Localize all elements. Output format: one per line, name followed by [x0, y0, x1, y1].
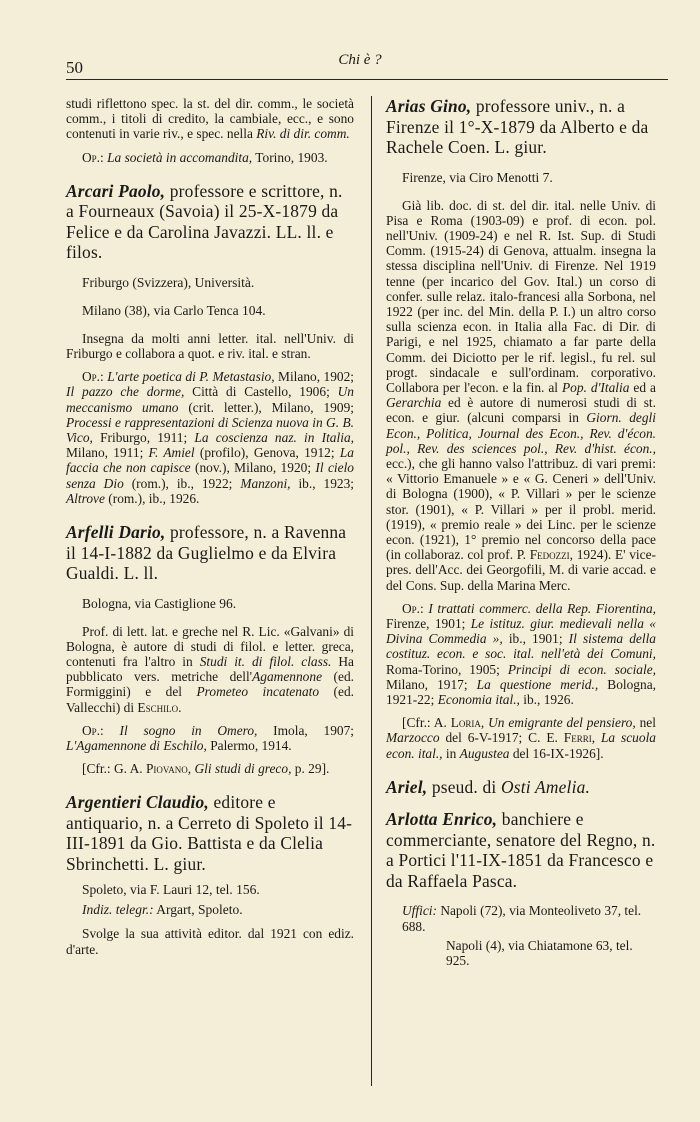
entry-heading-arlotta: Arlotta Enrico, banchiere e commerciante, senatore del Regno, n. a Portici l'11-IX-1851 da Francesco e da Raffaela Pasca.: [386, 809, 656, 891]
entry-heading-arias: Arias Gino, professore univ., n. a Firenze il 1°-X-1879 da Alberto e da Rachele Coen. L. giur.: [386, 96, 649, 157]
work-details: (crit. letter.), Milano, 1909;: [178, 399, 354, 415]
entry-references: [Cfr.: G. A. Piovano, Gli studi di greco, p. 29].: [82, 761, 330, 777]
work-details: Friburgo, 1911;: [92, 430, 195, 446]
work-details: ib., 1923;: [290, 475, 355, 491]
entry-offices: Napoli (4), via Chiatamone 63, tel. 925.: [446, 937, 633, 968]
entry-bio: Svolge la sua attività editor. dal 1921 con ediz. d'arte.: [66, 926, 354, 957]
work-details: Milano, 1911;: [66, 445, 149, 461]
page-number: 50: [66, 58, 83, 77]
work-title: Le istituz. giur. medievali nella « Divina Commedia »,: [386, 615, 656, 647]
work-title: Processi e rappresentazioni di Scienza nuova in G. B. Vico,: [66, 414, 354, 446]
entry-references: [Cfr.: A. Loria, Un emigrante del pensiero, nel Marzocco del 6-V-1917; C. E. Ferri, La scuola econ. ital., in Augustea del 16-IX-1926].: [386, 715, 656, 761]
entry-address: Firenze, via Ciro Menotti 7.: [402, 169, 553, 185]
right-column: [386, 96, 656, 968]
entry-address: Bologna, via Castiglione 96.: [82, 595, 237, 611]
work-details: Roma-Torino, 1905;: [386, 661, 508, 677]
entry-works: Op.: I trattati commerc. della Rep. Fiorentina, Firenze, 1901; Le istituz. giur. medievali nella « Divina Commedia », ib., 1901; Il sistema della costituz. econ. e soc. ital. nell'età dei Comuni, Roma-Torino, 1905; Principi di econ. sociale, Milano, 1917; La questione merid., Bologna, 1921-22; Economia ital., ib., 1926.: [386, 600, 657, 707]
work-title: I trattati commerc. della Rep. Fiorentina,: [428, 600, 656, 616]
work-details: (rom.), ib., 1926.: [104, 490, 200, 506]
running-title: Chi è ?: [338, 52, 382, 68]
entry-offices: Uffici: Napoli (72), via Monteoliveto 37, tel. 688.: [402, 903, 642, 934]
work-details: Bologna, 1921-22;: [386, 676, 656, 707]
work-title: Principi di econ. sociale,: [507, 661, 657, 677]
header-rule: [66, 79, 668, 80]
entry-telegraph: Indiz. telegr.: Argart, Spoleto.: [82, 902, 243, 918]
work-details: Milano, 1917;: [386, 676, 477, 692]
work-details: (profilo), Genova, 1912;: [194, 445, 340, 461]
work-title: La questione merid.,: [476, 676, 599, 692]
entry-address: Milano (38), via Carlo Tenca 104.: [82, 302, 266, 318]
work-details: Città di Castello, 1906;: [184, 384, 338, 400]
entry-bio: Insegna da molti anni letter. ital. nell'Univ. di Friburgo e collabora a quot. e riv. ital. e stran.: [66, 330, 354, 362]
entry-address: Spoleto, via F. Lauri 12, tel. 156.: [82, 882, 260, 898]
work-details: ib., 1926.: [519, 692, 574, 707]
work-title: Il cielo senza Dio: [66, 460, 354, 491]
left-column: [66, 96, 354, 957]
work-title: Il sistema della costituz. econ. e soc. ital. nell'età dei Comuni,: [386, 631, 656, 662]
work-details: Milano, 1902;: [274, 369, 355, 385]
work-details: (rom.), ib., 1922;: [123, 475, 241, 491]
work-details: ib., 1901;: [502, 631, 569, 647]
work-details: (nov.), Milano, 1920;: [190, 460, 316, 476]
continuation-text: studi riflettono spec. la st. del dir. comm., le società comm., i titoli di credito, la cambiale, ecc., e sono contenuti in varie riv., e spec. nella Riv. di dir. comm.: [66, 96, 354, 142]
work-title: Manzoni,: [240, 475, 291, 491]
work-details: Firenze, 1901;: [386, 615, 471, 631]
entry-heading-argentieri: Argentieri Claudio, editore e antiquario, n. a Cerreto di Spoleto il 14-III-1891 da Gio. Battista e da Clelia Sbrinchetti. L. giur.: [66, 792, 353, 874]
work-title: Economia ital.,: [437, 692, 520, 707]
entry-heading-arfelli: Arfelli Dario, professore, n. a Ravenna il 14-I-1882 da Guglielmo e da Elvira Gualdi. L. ll.: [66, 522, 347, 584]
work-title: Altrove: [66, 490, 105, 506]
work-title: La faccia che non capisce: [66, 445, 354, 476]
work-title: L'arte poetica di P. Metastasio,: [107, 369, 275, 385]
work-title: Il pazzo che dorme,: [66, 384, 185, 400]
continuation-works: Op.: La società in accomandita, Torino, 1903.: [82, 149, 328, 165]
entry-works: Op.: L'arte poetica di P. Metastasio, Milano, 1902; Il pazzo che dorme, Città di Castello, 1906; Un meccanismo umano (crit. letter.), Milano, 1909; Processi e rappresentazioni di Scienza nuova in G. B. Vico, Friburgo, 1911; La coscienza naz. in Italia, Milano, 1911; F. Amiel (profilo), Genova, 1912; La faccia che non capisce (nov.), Milano, 1920; Il cielo senza Dio (rom.), ib., 1922; Manzoni, ib., 1923; Altrove (rom.), ib., 1926.: [66, 369, 355, 506]
work-title: F. Amiel: [148, 445, 195, 461]
entry-heading-arcari: Arcari Paolo, professore e scrittore, n. a Fourneaux (Savoia) il 25-X-1879 da Felice e da Carolina Javazzi. LL. ll. e filos.: [66, 180, 343, 263]
entry-works: Op.: Il sogno in Omero, Imola, 1907; L'Agamennone di Eschilo, Palermo, 1914.: [66, 722, 354, 753]
entry-address: Friburgo (Svizzera), Università.: [82, 274, 255, 290]
entry-bio: Prof. di lett. lat. e greche nel R. Lic. «Galvani» di Bologna, è autore di studi di filol. e letter. greca, contenuti fra l'altro in Studi it. di filol. class. Ha pubblicato vers. metriche dell'Agamennone (ed. Formiggini) e del Prometeo incatenato (ed. Vallecchi) di Eschilo.: [66, 623, 355, 715]
work-title: La coscienza naz. in Italia,: [194, 430, 354, 446]
work-title: Un meccanismo umano: [66, 384, 354, 415]
column-divider: [371, 96, 372, 1086]
entry-bio: Già lib. doc. di st. del dir. ital. nelle Univ. di Pisa e Roma (1903-09) e prof. di econ. pol. nell'Univ. (1909-24) e nel R. Ist. Sup. di Studi Comm. (1915-24) di Genova, attualm. insegna la stessa disciplina nell'Univ. di Firenze. Nel 1919 tenne (per incarico del Gov. Ital.) un corso di confer. sulle relaz. italo-francesi alla Sorbona, nel 1922 (per inc. del Min. della P. I.) un altro corso sulla scienza econ. in Italia alla Fac. di Dir. di Parigi, e nel 1925, chiamato a far parte della Comm. dei Diciotto per le rif. legisl., fu rel. sul progt. sindacale e sull'ordinam. corporativo. Collabora per l'econ. e la fin. al Pop. d'Italia ed a Gerarchia ed è autore di numerosi studi di st. econ. e giur. (alcuni comparsi in Giorn. degli Econ., Politica, Journal des Econ., Rev. d'écon. pol., Rev. des sciences pol., Rev. d'hist. écon., ecc.), che gli hanno valso l'attribuz. di vari premi: « Vittorio Emanuele » e « G. Ceneri » dell'Univ. di Bologna (1900), « P. Villari » per le scienze stor. (1901), « P. Villari » per il probl. merid. (1919), « premio reale » dei Linc. per le scienze econ. (1921), 1° premio nel concorso della pace (in collaboraz. col prof. P. Fedozzi, 1924). E' vice-pres. dell'Acc. dei Georgofili, M. di varie accad. e del Cons. Sup. della Marina Merc.: [386, 197, 656, 593]
entry-heading-ariel: Ariel, pseud. di Osti Amelia.: [386, 776, 591, 797]
